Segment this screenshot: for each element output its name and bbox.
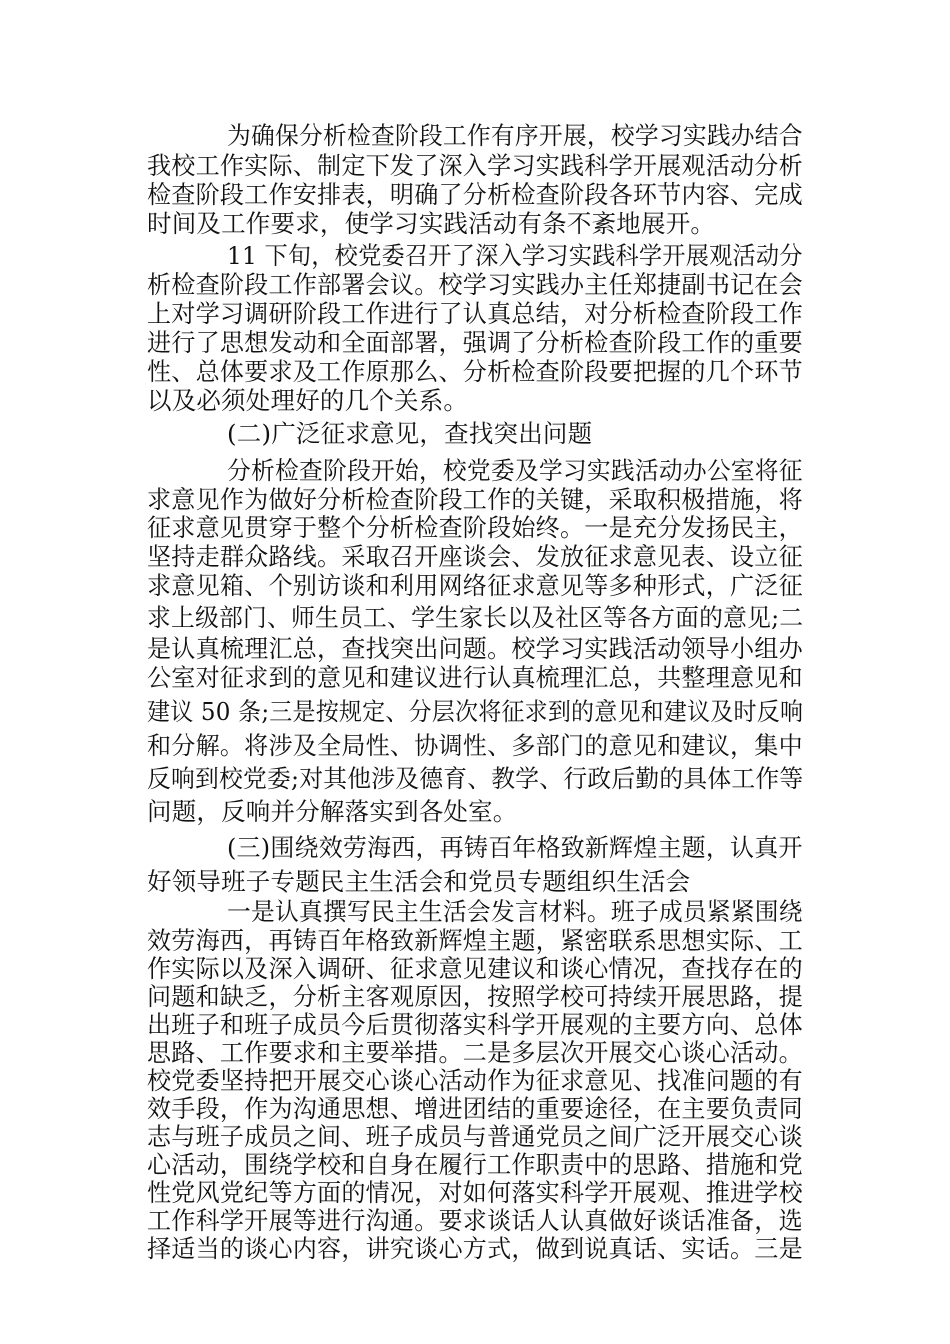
text-line: 和分解。将涉及全局性、协调性、多部门的意见和建议，集中 xyxy=(147,731,803,760)
text-line: 坚持走群众路线。采取召开座谈会、发放征求意见表、设立征 xyxy=(147,542,803,571)
text-line: 性、总体要求及工作原那么、分析检查阶段要把握的几个环节 xyxy=(147,357,803,386)
text-line: 进行了思想发动和全面部署，强调了分析检查阶段工作的重要 xyxy=(147,328,803,357)
text-line: 公室对征求到的意见和建议进行认真梳理汇总，共整理意见和 xyxy=(147,663,803,692)
text-line: 作实际以及深入调研、征求意见建议和谈心情况，查找存在的 xyxy=(147,954,803,983)
text-line: 问题，反响并分解落实到各处室。 xyxy=(147,797,518,826)
text-line: 校党委坚持把开展交心谈心活动作为征求意见、找准问题的有 xyxy=(147,1066,803,1095)
text-line: 以及必须处理好的几个关系。 xyxy=(147,386,469,415)
text-line: 求意见箱、个别访谈和利用网络征求意见等多种形式，广泛征 xyxy=(147,571,803,600)
text-line: 志与班子成员之间、班子成员与普通党员之间广泛开展交心谈 xyxy=(147,1122,803,1151)
text-line: 效手段，作为沟通思想、增进团结的重要途径，在主要负责同 xyxy=(147,1094,803,1123)
text-line: 是认真梳理汇总，查找突出问题。校学习实践活动领导小组办 xyxy=(147,634,803,663)
text-line: 检查阶段工作安排表，明确了分析检查阶段各环节内容、完成 xyxy=(147,180,803,209)
text-line: 思路、工作要求和主要举措。二是多层次开展交心谈心活动。 xyxy=(147,1038,803,1067)
text-line: 出班子和班子成员今后贯彻落实科学开展观的主要方向、总体 xyxy=(147,1010,803,1039)
text-line: 反响到校党委;对其他涉及德育、教学、行政后勤的具体工作等 xyxy=(147,764,804,793)
text-line: 一是认真撰写民主生活会发言材料。班子成员紧紧围绕 xyxy=(227,897,803,926)
text-line: 征求意见贯穿于整个分析检查阶段始终。一是充分发扬民主， xyxy=(147,513,803,542)
text-line: 求上级部门、师生员工、学生家长以及社区等各方面的意见;二 xyxy=(147,603,804,632)
text-line: 问题和缺乏，分析主客观原因，按照学校可持续开展思路，提 xyxy=(147,982,803,1011)
text-line: 析检查阶段工作部署会议。校学习实践办主任郑捷副书记在会 xyxy=(147,270,803,299)
section-heading: (二)广泛征求意见，查找突出问题 xyxy=(227,419,593,448)
text-line: 分析检查阶段开始，校党委及学习实践活动办公室将征 xyxy=(227,456,803,485)
text-line: 效劳海西，再铸百年格致新辉煌主题，紧密联系思想实际、工 xyxy=(147,926,803,955)
text-line: 11 下旬，校党委召开了深入学习实践科学开展观活动分 xyxy=(227,241,803,270)
section-heading: (三)围绕效劳海西，再铸百年格致新辉煌主题，认真开 xyxy=(227,833,803,862)
section-heading-cont: 好领导班子专题民主生活会和党员专题组织生活会 xyxy=(147,867,691,896)
text-line: 择适当的谈心内容，讲究谈心方式，做到说真话、实话。三是 xyxy=(147,1234,803,1263)
text-line: 建议 50 条;三是按规定、分层次将征求到的意见和建议及时反响 xyxy=(147,697,804,726)
text-line: 时间及工作要求，使学习实践活动有条不紊地展开。 xyxy=(147,209,716,238)
text-line: 性党风党纪等方面的情况，对如何落实科学开展观、推进学校 xyxy=(147,1178,803,1207)
text-line: 为确保分析检查阶段工作有序开展，校学习实践办结合 xyxy=(227,121,803,150)
text-line: 求意见作为做好分析检查阶段工作的关键，采取积极措施，将 xyxy=(147,485,803,514)
text-line: 心活动，围绕学校和自身在履行工作职责中的思路、措施和党 xyxy=(147,1150,803,1179)
text-line: 上对学习调研阶段工作进行了认真总结，对分析检查阶段工作 xyxy=(147,299,803,328)
text-line: 工作科学开展等进行沟通。要求谈话人认真做好谈话准备，选 xyxy=(147,1206,803,1235)
text-line: 我校工作实际、制定下发了深入学习实践科学开展观活动分析 xyxy=(147,151,803,180)
